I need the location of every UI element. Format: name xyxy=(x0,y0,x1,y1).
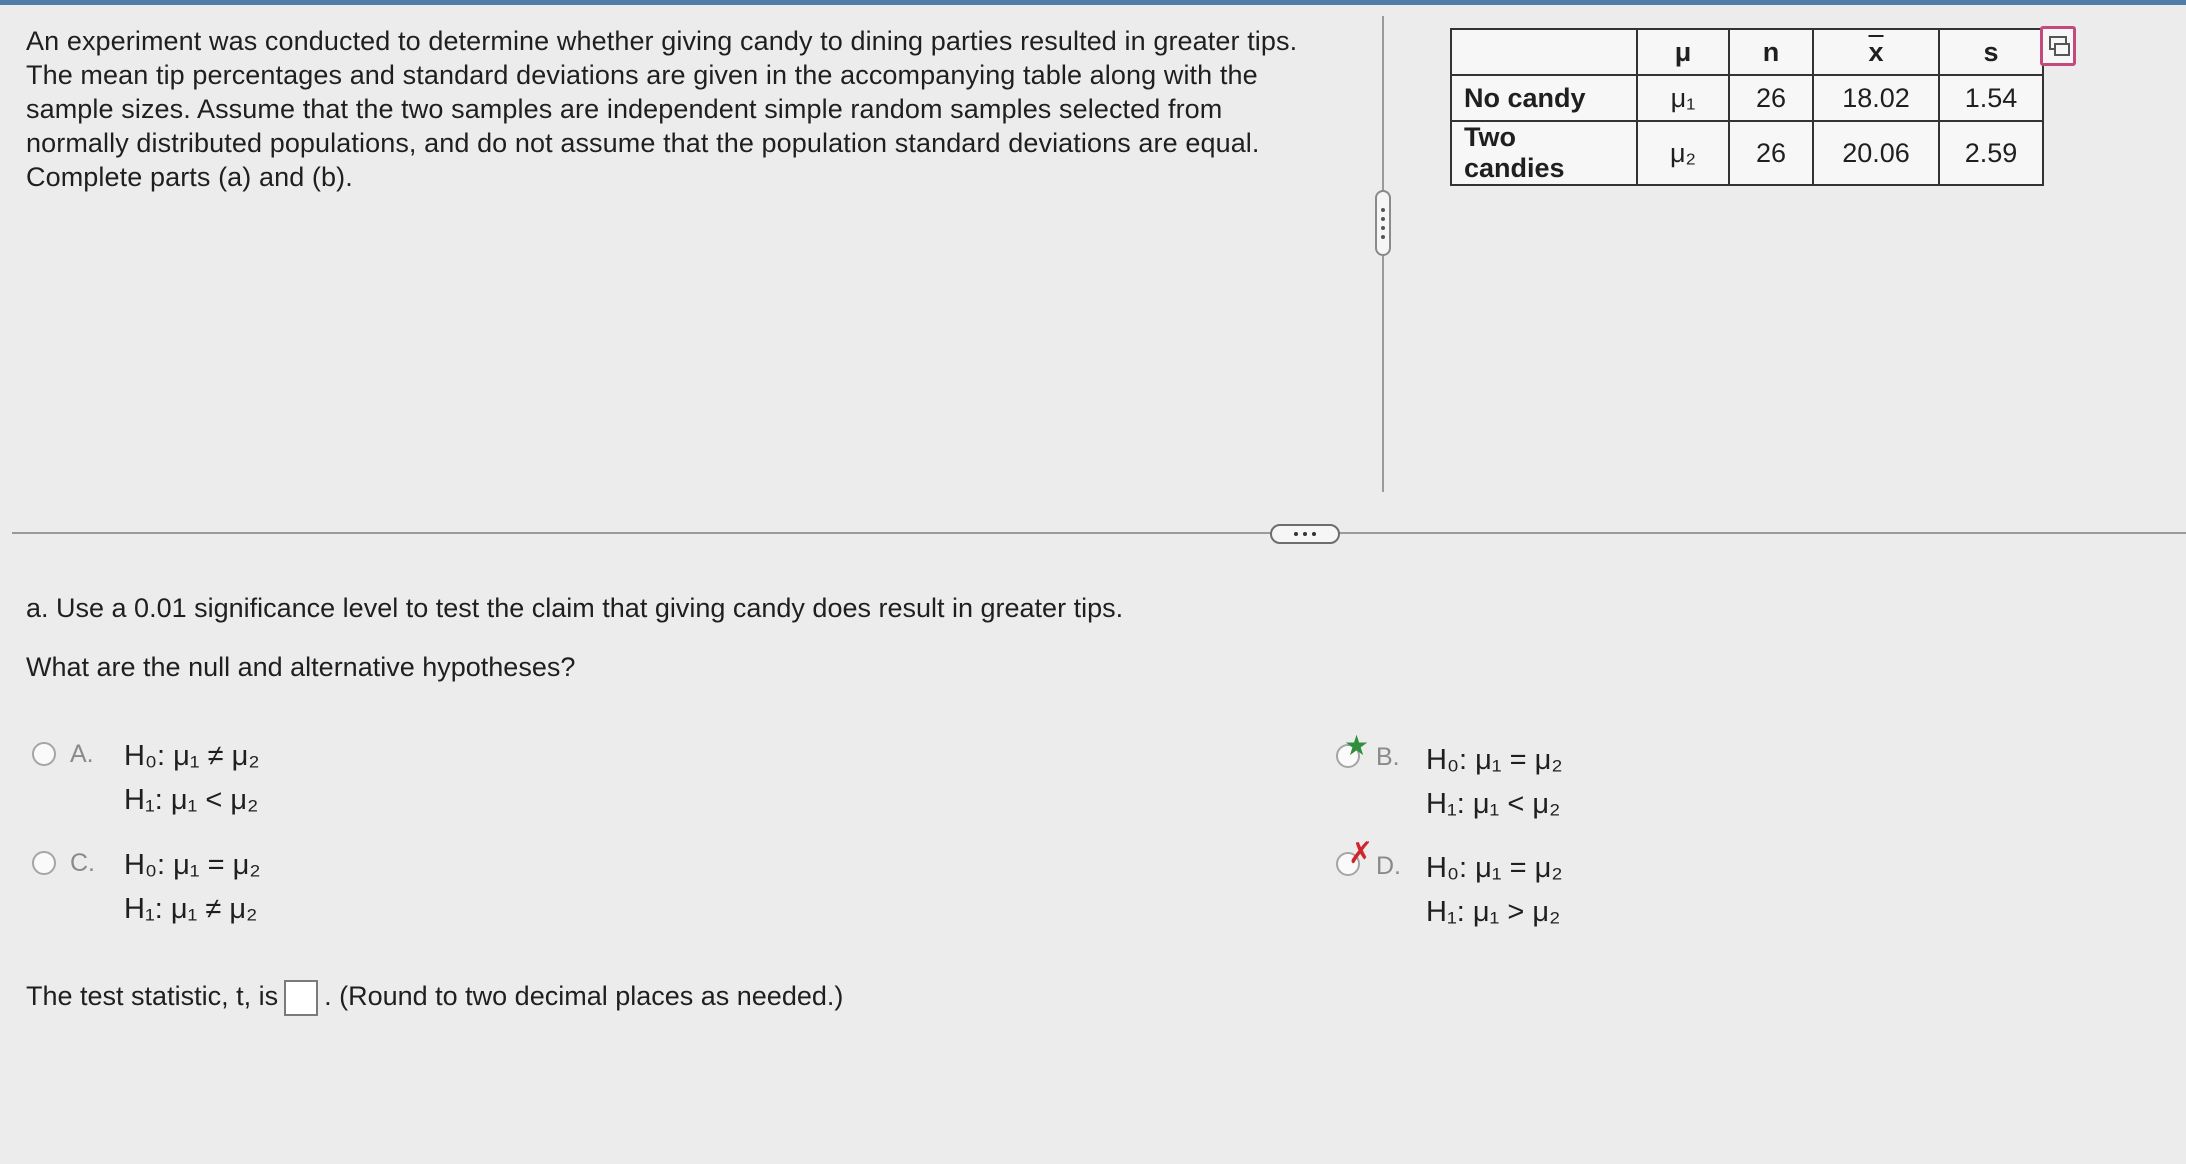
table-cell: 26 xyxy=(1729,75,1813,121)
option-a-letter: A. xyxy=(70,740,94,768)
table-cell: μ₁ xyxy=(1637,75,1729,121)
table-cell: 26 xyxy=(1729,121,1813,185)
star-icon: ★ xyxy=(1344,730,1370,761)
table-header-cell: $\overline{x}$ xyxy=(1813,29,1939,75)
table-header-cell: s xyxy=(1939,29,2043,75)
table-header-row xyxy=(1451,29,2043,75)
option-d-alt-hypothesis: H₁: μ₁ > μ₂ xyxy=(1426,896,1561,928)
option-d-null-hypothesis: H₀: μ₁ = μ₂ xyxy=(1426,852,1563,884)
option-c-null-hypothesis: H₀: μ₁ = μ₂ xyxy=(124,849,261,881)
data-table xyxy=(1450,28,2044,186)
table-row xyxy=(1451,121,2043,185)
option-c-letter: C. xyxy=(70,849,95,877)
table-cell: 18.02 xyxy=(1813,75,1939,121)
table-cell: No candy xyxy=(1451,75,1637,121)
copy-table-button[interactable] xyxy=(2040,26,2076,66)
option-c-radio[interactable] xyxy=(32,851,56,875)
option-d-letter: D. xyxy=(1376,852,1401,880)
table-header-cell xyxy=(1451,29,1637,75)
part-a-instruction: a. Use a 0.01 significance level to test the claim that giving candy does result in greater tips. xyxy=(26,593,1124,623)
x-mark-icon: ✗ xyxy=(1348,837,1374,870)
table-row xyxy=(1451,75,2043,121)
table-header-cell: n xyxy=(1729,29,1813,75)
table-header-cell: μ xyxy=(1637,29,1729,75)
top-accent-bar xyxy=(0,0,2186,5)
option-b-letter: B. xyxy=(1376,743,1400,771)
horizontal-divider xyxy=(12,532,2186,534)
option-b-null-hypothesis: H₀: μ₁ = μ₂ xyxy=(1426,744,1563,776)
option-a-alt-hypothesis: H₁: μ₁ < μ₂ xyxy=(124,784,259,816)
horizontal-resize-handle[interactable] xyxy=(1270,524,1340,544)
table-cell: Two candies xyxy=(1451,121,1637,185)
test-statistic-prefix: The test statistic, t, is xyxy=(26,981,279,1012)
test-statistic-line xyxy=(26,980,843,1016)
option-b-alt-hypothesis: H₁: μ₁ < μ₂ xyxy=(1426,788,1561,820)
question-text: What are the null and alternative hypotheses? xyxy=(26,652,576,682)
option-a-radio[interactable] xyxy=(32,742,56,766)
table-cell: 2.59 xyxy=(1939,121,2043,185)
table-cell: μ₂ xyxy=(1637,121,1729,185)
test-statistic-suffix: . (Round to two decimal places as needed.) xyxy=(324,981,844,1012)
table-cell: 1.54 xyxy=(1939,75,2043,121)
option-c-alt-hypothesis: H₁: μ₁ ≠ μ₂ xyxy=(124,893,258,925)
test-statistic-input[interactable] xyxy=(284,980,318,1016)
copy-icon xyxy=(2048,35,2072,59)
table-cell: 20.06 xyxy=(1813,121,1939,185)
option-a-null-hypothesis: H₀: μ₁ ≠ μ₂ xyxy=(124,740,260,772)
problem-statement: An experiment was conducted to determine whether giving candy to dining parties resulted in greater tips. The mean tip percentages and standard deviations are given in the accompanying table along with the sample sizes. Assume that the two samples are independent simple random samples selected from normally distributed populations, and do not assume that the population standard deviations are equal. Complete parts (a) and (b). xyxy=(26,26,1298,192)
vertical-resize-handle[interactable] xyxy=(1375,190,1391,256)
